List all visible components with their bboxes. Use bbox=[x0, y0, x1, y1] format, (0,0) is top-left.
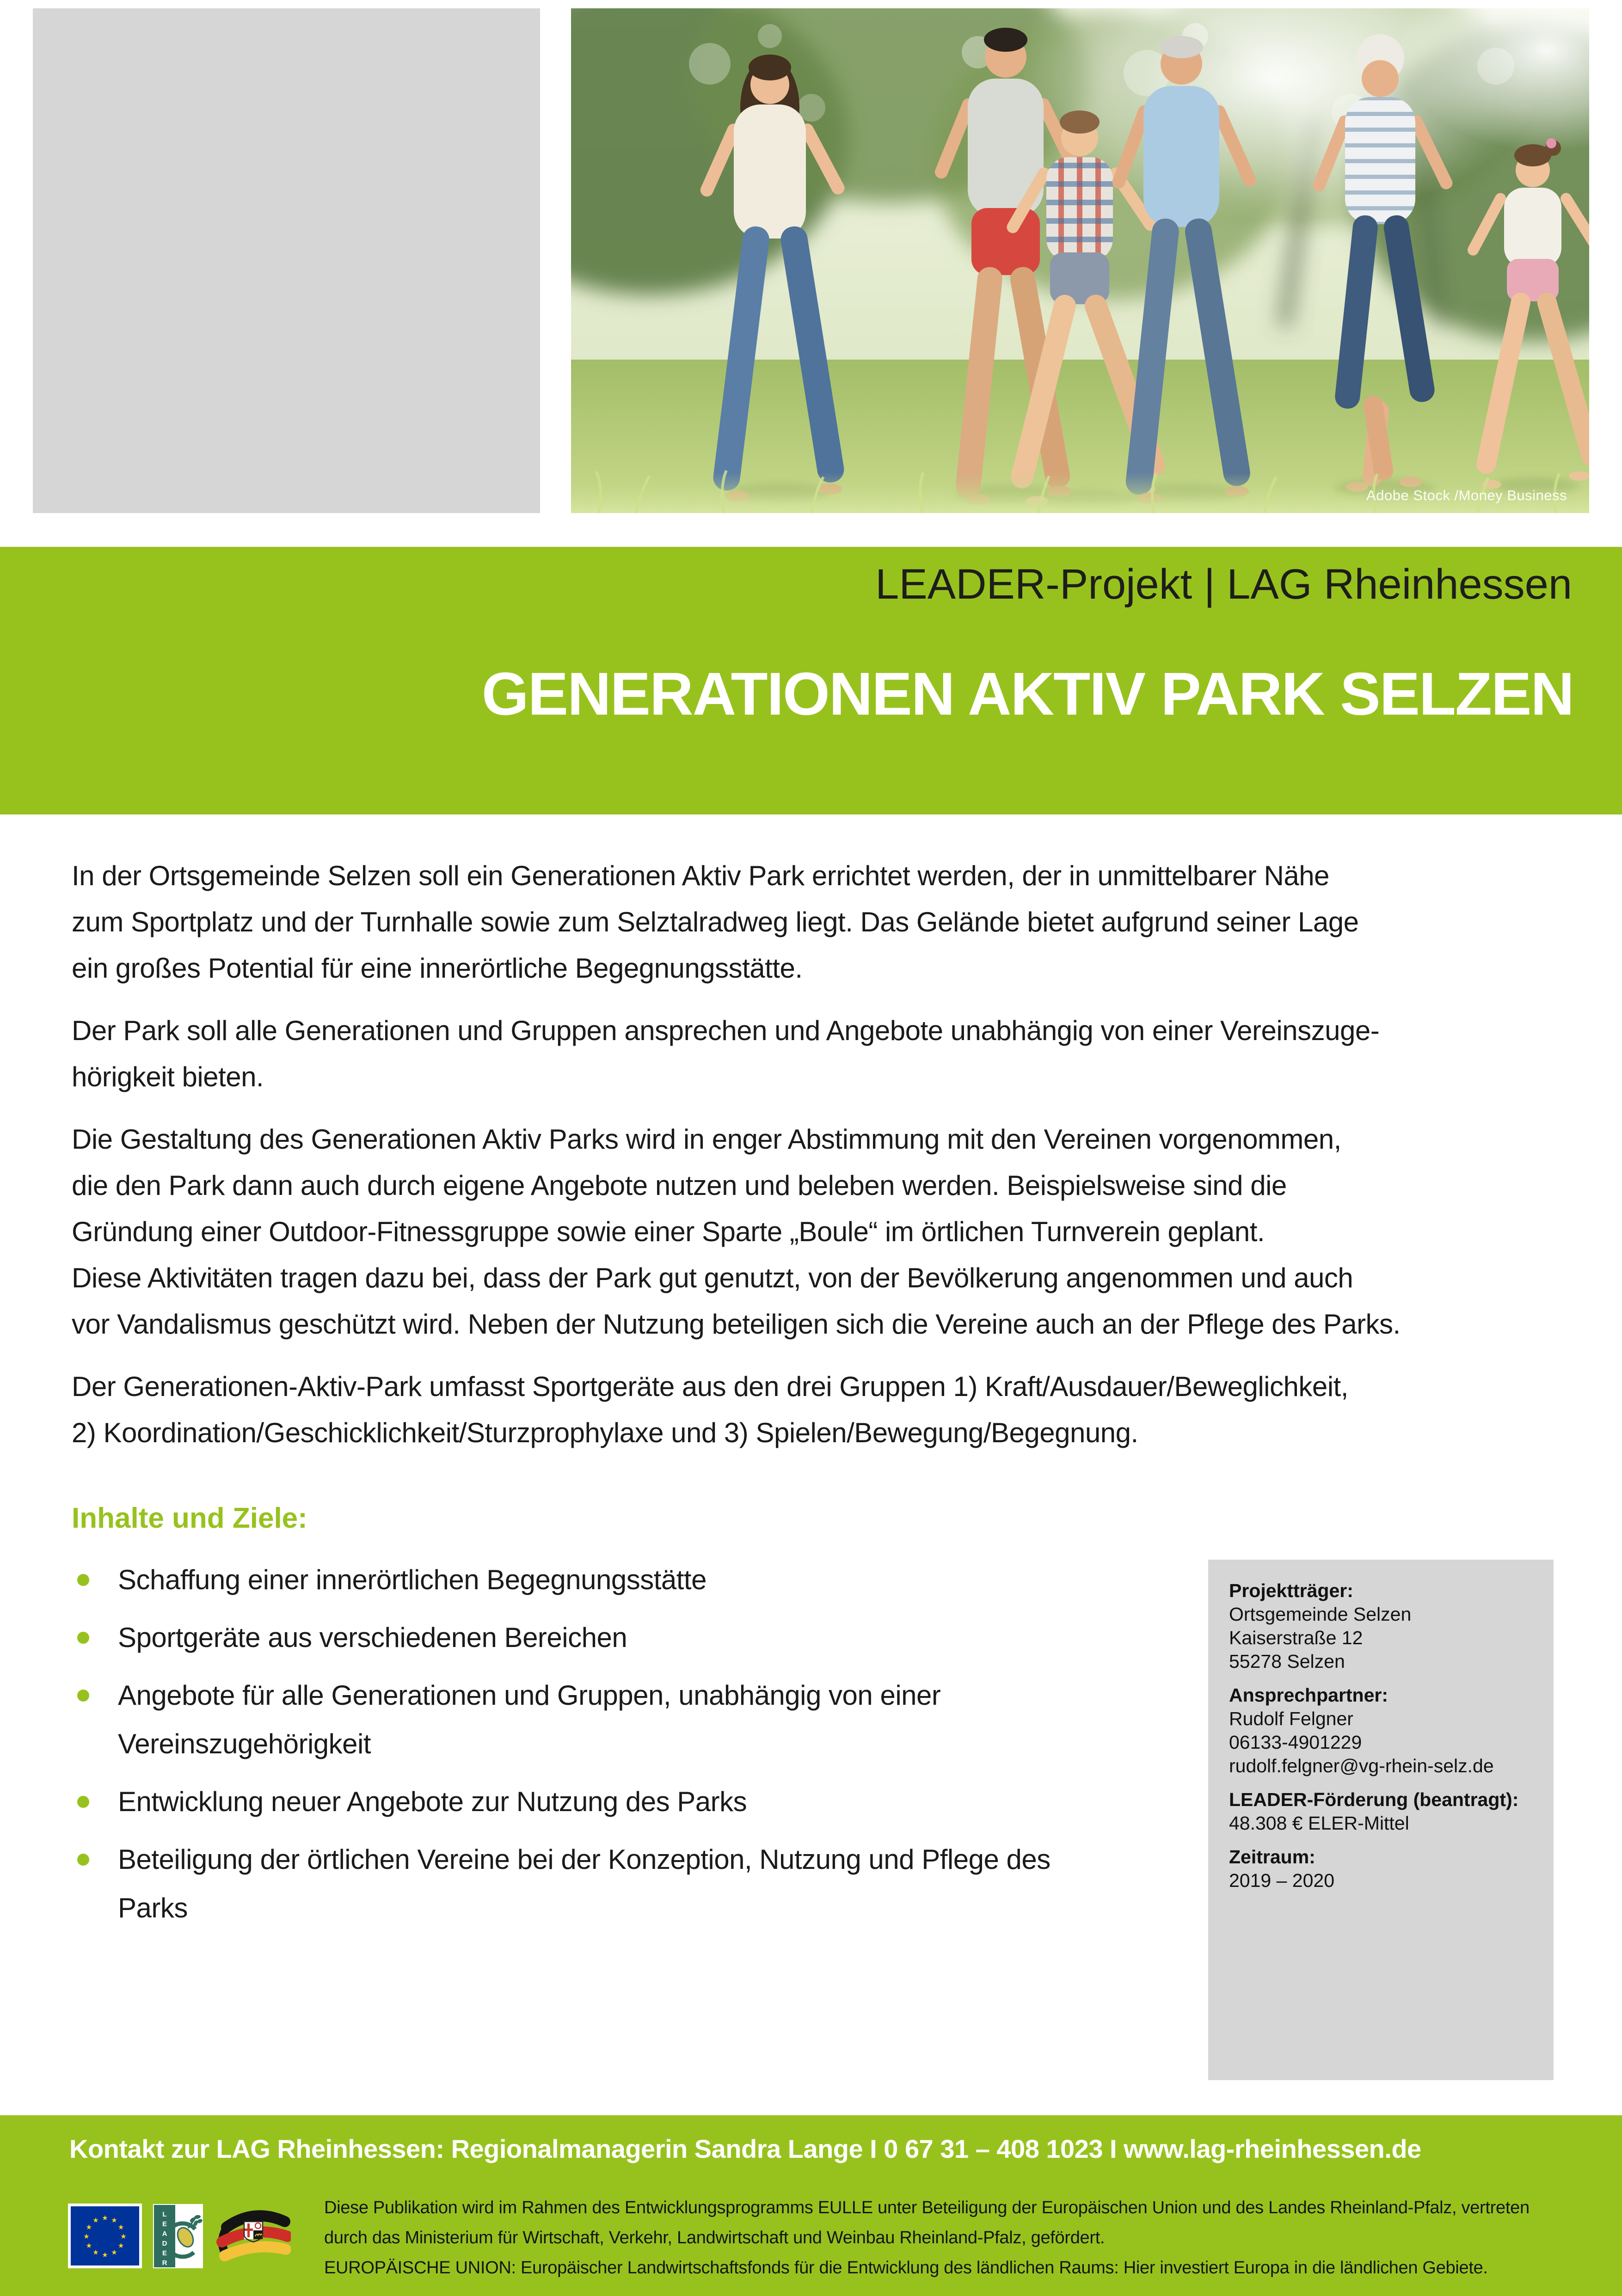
logo-placeholder-box bbox=[33, 8, 540, 513]
svg-text:★: ★ bbox=[102, 2251, 108, 2259]
info-label: Ansprechpartner: bbox=[1229, 1684, 1389, 1706]
info-value: Rudolf Felgner bbox=[1229, 1708, 1353, 1729]
photo-credit: Adobe Stock /Money Business bbox=[1366, 487, 1567, 503]
paragraph bbox=[72, 1008, 1579, 1100]
svg-text:★: ★ bbox=[111, 2248, 117, 2257]
bullet-text: Schaffung einer innerörtlichen Begegnungsstätte bbox=[118, 1564, 707, 1595]
footer bbox=[0, 2115, 1622, 2296]
funding-line: Diese Publikation wird im Rahmen des Entwicklungsprogramms EULLE unter Beteiligung der Europäischen Union und des Landes Rheinland-Pfalz, vertreten bbox=[324, 2198, 1530, 2217]
info-label: Projektträger: bbox=[1229, 1580, 1353, 1601]
svg-text:★: ★ bbox=[111, 2216, 117, 2224]
funding-text bbox=[324, 2193, 1600, 2283]
rheinland-pfalz-logo-icon bbox=[215, 2206, 291, 2269]
info-value: Kaiserstraße 12 bbox=[1229, 1627, 1363, 1648]
bullet-icon bbox=[77, 1690, 89, 1702]
list-item bbox=[72, 1671, 1112, 1768]
svg-text:★: ★ bbox=[92, 2248, 99, 2257]
eu-flag-icon bbox=[68, 2204, 142, 2271]
project-info-box bbox=[1208, 1560, 1554, 2080]
paragraph-line: Der Generationen-Aktiv-Park umfasst Sportgeräte aus den drei Gruppen 1) Kraft/Ausdauer/Beweglichkeit, bbox=[72, 1371, 1348, 1402]
svg-text:★: ★ bbox=[117, 2223, 124, 2231]
paragraph-line: zum Sportplatz und der Turnhalle sowie zum Selztalradweg liegt. Das Gelände bietet aufgrund seiner Lage bbox=[72, 906, 1359, 937]
bullet-icon bbox=[77, 1854, 89, 1866]
family-photo-illustration bbox=[571, 8, 1589, 513]
list-item bbox=[72, 1613, 1112, 1662]
svg-text:★: ★ bbox=[92, 2216, 99, 2224]
paragraph bbox=[72, 853, 1579, 992]
banner-kicker: LEADER-Projekt | LAG Rheinhessen bbox=[875, 561, 1572, 608]
svg-text:★: ★ bbox=[120, 2232, 127, 2241]
bullet-text: Sportgeräte aus verschiedenen Bereichen bbox=[118, 1622, 627, 1653]
page-title: GENERATIONEN AKTIV PARK SELZEN bbox=[481, 660, 1573, 728]
paragraph-line: 2) Koordination/Geschicklichkeit/Sturzprophylaxe und 3) Spielen/Bewegung/Begegnung. bbox=[72, 1417, 1138, 1448]
svg-text:★: ★ bbox=[86, 2223, 92, 2231]
contact-line: Kontakt zur LAG Rheinhessen: Regionalmanagerin Sandra Lange I 0 67 31 – 408 1023 I www.lag-rheinhessen.de bbox=[69, 2134, 1421, 2163]
bullet-icon bbox=[77, 1796, 89, 1808]
paragraph-line: Gründung einer Outdoor-Fitnessgruppe sowie einer Sparte „Boule“ im örtlichen Turnverein geplant. bbox=[72, 1216, 1265, 1247]
paragraph-line: Der Park soll alle Generationen und Gruppen ansprechen und Angebote unabhängig von einer Vereinszuge- bbox=[72, 1015, 1380, 1046]
info-label: Zeitraum: bbox=[1229, 1846, 1315, 1867]
paragraph-line: hörigkeit bieten. bbox=[72, 1061, 264, 1092]
info-value: 2019 – 2020 bbox=[1229, 1870, 1335, 1891]
section-heading: Inhalte und Ziele: bbox=[72, 1502, 307, 1534]
info-value: 06133-4901229 bbox=[1229, 1732, 1362, 1753]
list-item bbox=[72, 1555, 1112, 1604]
paragraph bbox=[72, 1364, 1579, 1456]
info-value: rudolf.felgner@vg-rhein-selz.de bbox=[1229, 1755, 1494, 1776]
bullet-icon bbox=[77, 1632, 89, 1644]
paragraph-line: die den Park dann auch durch eigene Angebote nutzen und beleben werden. Beispielsweise sind die bbox=[72, 1170, 1287, 1201]
bullet-text: Entwicklung neuer Angebote zur Nutzung des Parks bbox=[118, 1786, 747, 1817]
funding-line: durch das Ministerium für Wirtschaft, Verkehr, Landwirtschaft und Weinbau Rheinland-Pfalz, gefördert. bbox=[324, 2228, 1105, 2247]
info-value: 48.308 € ELER-Mittel bbox=[1229, 1812, 1409, 1834]
bullet-icon bbox=[77, 1574, 89, 1586]
list-item bbox=[72, 1835, 1112, 1932]
paragraph-line: In der Ortsgemeinde Selzen soll ein Generationen Aktiv Park errichtet werden, der in unmittelbarer Nähe bbox=[72, 860, 1329, 891]
svg-text:★: ★ bbox=[86, 2241, 92, 2250]
svg-text:★: ★ bbox=[102, 2214, 108, 2222]
leader-logo-icon bbox=[153, 2204, 203, 2271]
leader-logo-text: LEADER bbox=[160, 2210, 169, 2268]
info-value: Ortsgemeinde Selzen bbox=[1229, 1604, 1412, 1625]
svg-text:★: ★ bbox=[83, 2232, 90, 2241]
paragraph bbox=[72, 1116, 1579, 1347]
info-block-ansprechpartner bbox=[1229, 1684, 1533, 1778]
svg-text:★: ★ bbox=[117, 2241, 124, 2250]
paragraph-line: vor Vandalismus geschützt wird. Neben der Nutzung beteiligen sich die Vereine auch an der Pflege des Parks. bbox=[72, 1309, 1401, 1340]
info-block-foerderung bbox=[1229, 1788, 1533, 1835]
paragraph-line: Die Gestaltung des Generationen Aktiv Parks wird in enger Abstimmung mit den Vereinen vorgenommen, bbox=[72, 1124, 1341, 1155]
info-block-zeitraum bbox=[1229, 1845, 1533, 1892]
list-item bbox=[72, 1777, 1112, 1826]
paragraph-line: ein großes Potential für eine innerörtliche Begegnungsstätte. bbox=[72, 953, 803, 984]
info-block-projekttraeger bbox=[1229, 1579, 1533, 1673]
family-photo bbox=[571, 8, 1589, 513]
info-label: LEADER-Förderung (beantragt): bbox=[1229, 1789, 1519, 1810]
funding-line: EUROPÄISCHE UNION: Europäischer Landwirtschaftsfonds für die Entwicklung des ländlichen Raums: Hier investiert Europa in die ländlichen Gebiete. bbox=[324, 2258, 1488, 2278]
title-banner bbox=[0, 547, 1622, 814]
bullet-text: Beteiligung der örtlichen Vereine bei der Konzeption, Nutzung und Pflege des Parks bbox=[118, 1844, 1051, 1923]
bullet-text: Angebote für alle Generationen und Gruppen, unabhängig von einer Vereinszugehörigkeit bbox=[118, 1680, 941, 1759]
paragraph-line: Diese Aktivitäten tragen dazu bei, dass der Park gut genutzt, von der Bevölkerung angenommen und auch bbox=[72, 1262, 1353, 1293]
info-value: 55278 Selzen bbox=[1229, 1651, 1345, 1672]
